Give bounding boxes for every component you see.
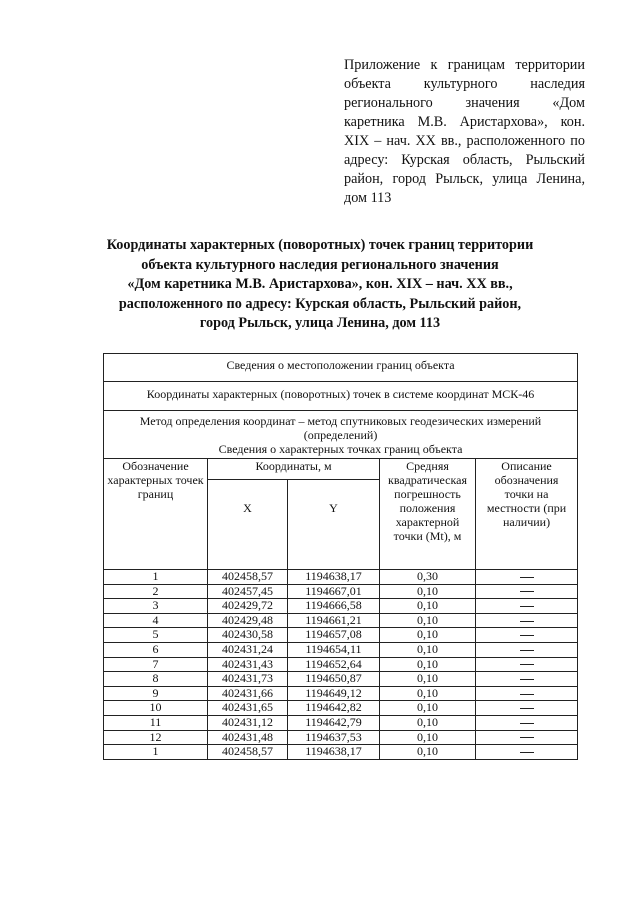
x-coordinate-cell: 402431,24 [208,642,288,657]
point-number-cell: 1 [104,745,208,760]
dash-mark [520,752,534,753]
error-cell: 0,10 [380,584,476,599]
table-row [104,584,578,599]
description-header: Описание обозначения точки на местности (при наличии) [476,459,578,570]
x-coordinate-cell: 402430,58 [208,628,288,643]
error-cell: 0,10 [380,701,476,716]
description-cell [476,628,578,643]
table-row [104,701,578,716]
description-cell [476,642,578,657]
point-number-cell: 2 [104,584,208,599]
title-line: «Дом каретника М.В. Аристархова», кон. XIX – нач. XX вв., [127,276,513,292]
description-cell [476,701,578,716]
point-number-cell: 4 [104,613,208,628]
title-line: расположенного по адресу: Курская область, Рыльский район, [118,295,522,312]
x-coordinate-cell: 402431,65 [208,701,288,716]
x-header: X [208,480,288,570]
dash-mark [520,577,534,578]
y-coordinate-cell: 1194650,87 [288,672,380,687]
document-title [100,236,540,334]
y-coordinate-cell: 1194638,17 [288,570,380,585]
point-number-cell: 1 [104,570,208,585]
description-cell [476,613,578,628]
dash-mark [520,708,534,709]
table-row [104,599,578,614]
table-row [104,715,578,730]
x-coordinate-cell: 402431,66 [208,686,288,701]
dash-mark [520,737,534,738]
section-location-heading: Сведения о местоположении границ объекта [104,354,578,382]
point-number-cell: 7 [104,657,208,672]
y-coordinate-cell: 1194667,01 [288,584,380,599]
x-coordinate-cell: 402431,12 [208,715,288,730]
dash-mark [520,635,534,636]
x-coordinate-cell: 402431,48 [208,730,288,745]
table-row [104,730,578,745]
error-cell: 0,10 [380,672,476,687]
description-cell [476,584,578,599]
dash-mark [520,606,534,607]
description-cell [476,686,578,701]
y-coordinate-cell: 1194642,79 [288,715,380,730]
dash-mark [520,621,534,622]
title-line: город Рыльск, улица Ленина, дом 113 [199,315,441,331]
error-cell: 0,10 [380,715,476,730]
table-row [104,686,578,701]
y-coordinate-cell: 1194637,53 [288,730,380,745]
method-cell [104,411,578,459]
description-cell [476,730,578,745]
dash-mark [520,650,534,651]
description-cell [476,745,578,760]
dash-mark [520,679,534,680]
y-coordinate-cell: 1194652,64 [288,657,380,672]
error-cell: 0,10 [380,686,476,701]
x-coordinate-cell: 402431,43 [208,657,288,672]
description-cell [476,672,578,687]
y-coordinate-cell: 1194666,58 [288,599,380,614]
table-row [104,672,578,687]
y-coordinate-cell: 1194638,17 [288,745,380,760]
x-coordinate-cell: 402458,57 [208,745,288,760]
dash-mark [520,591,534,592]
y-coordinate-cell: 1194661,21 [288,613,380,628]
y-header: Y [288,480,380,570]
point-number-cell: 8 [104,672,208,687]
y-coordinate-cell: 1194654,11 [288,642,380,657]
y-coordinate-cell: 1194657,08 [288,628,380,643]
method-text: Метод определения координат – метод спутниковых геодезических измерений (определений) [139,414,542,442]
point-designation-header: Обозначение характерных точек границ [104,459,208,570]
error-cell: 0,10 [380,745,476,760]
x-coordinate-cell: 402429,72 [208,599,288,614]
table-row [104,570,578,585]
coordinates-table [103,353,578,760]
dash-mark [520,723,534,724]
dash-mark [520,664,534,665]
error-cell: 0,10 [380,599,476,614]
point-number-cell: 11 [104,715,208,730]
description-cell [476,715,578,730]
x-coordinate-cell: 402457,45 [208,584,288,599]
error-cell: 0,10 [380,657,476,672]
points-subsection-heading: Сведения о характерных точках границ объекта [218,442,463,456]
title-line: объекта культурного наследия регионального значения [141,256,499,273]
description-cell [476,570,578,585]
x-coordinate-cell: 402458,57 [208,570,288,585]
coordinate-system-heading: Координаты характерных (поворотных) точек в системе координат МСК-46 [104,382,578,411]
table-row [104,657,578,672]
error-header: Средняя квадратическая погрешность положения характерной точки (Mt), м [380,459,476,570]
y-coordinate-cell: 1194649,12 [288,686,380,701]
point-number-cell: 10 [104,701,208,716]
description-cell [476,599,578,614]
dash-mark [520,694,534,695]
point-number-cell: 9 [104,686,208,701]
error-cell: 0,10 [380,613,476,628]
error-cell: 0,10 [380,628,476,643]
table-row [104,745,578,760]
y-coordinate-cell: 1194642,82 [288,701,380,716]
point-number-cell: 3 [104,599,208,614]
table-row [104,613,578,628]
title-line: Координаты характерных (поворотных) точек границ территории [106,237,534,253]
x-coordinate-cell: 402431,73 [208,672,288,687]
point-number-cell: 5 [104,628,208,643]
error-cell: 0,10 [380,730,476,745]
x-coordinate-cell: 402429,48 [208,613,288,628]
error-cell: 0,30 [380,570,476,585]
point-number-cell: 6 [104,642,208,657]
table-row [104,642,578,657]
coordinates-header: Координаты, м [208,459,380,480]
appendix-note: Приложение к границам территории объекта культурного наследия регионального значения «Дом каретника М.В. Аристархова», кон. XIX – нач. XX вв., расположенного по адресу: Курская область, Рыльский район, город Рыльск, улица Ленина, дом 113 [344,57,585,206]
point-number-cell: 12 [104,730,208,745]
description-cell [476,657,578,672]
error-cell: 0,10 [380,642,476,657]
table-row [104,628,578,643]
